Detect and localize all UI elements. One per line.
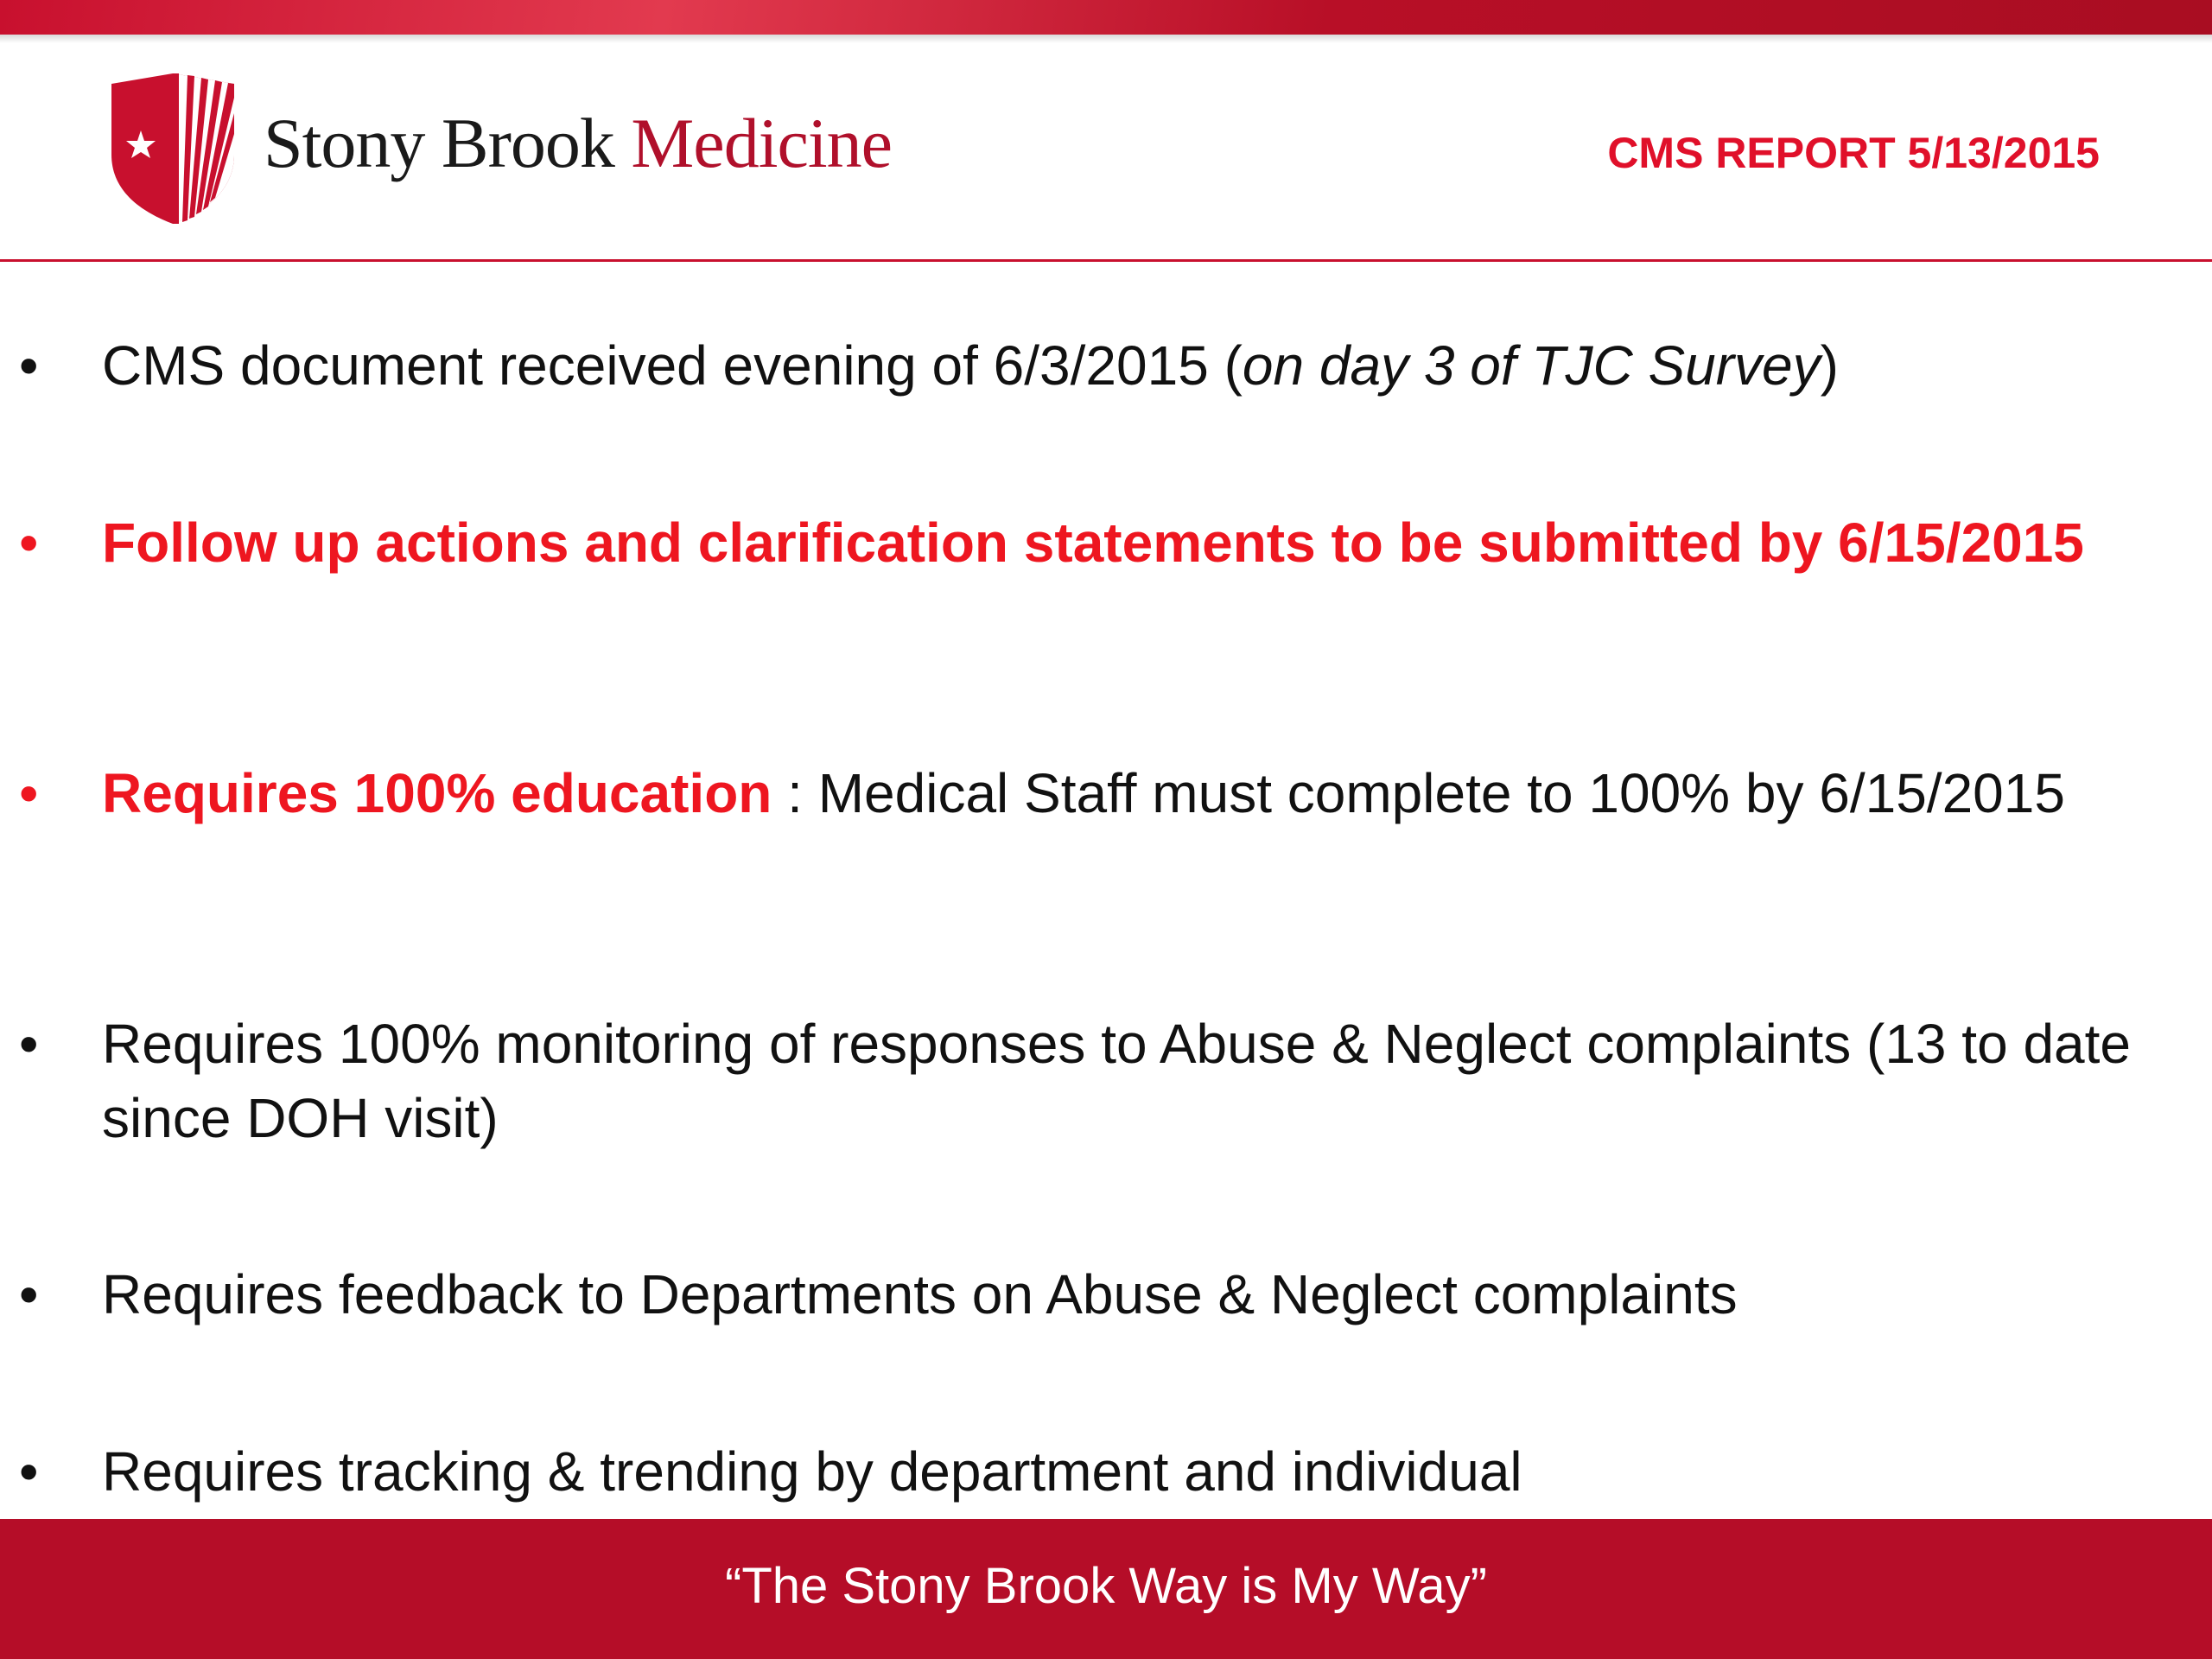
bullet-emphasis: Follow up actions and clarification statements to be submitted by 6/15/2015 (102, 512, 2084, 574)
bullet-dot: • (19, 762, 39, 824)
bullet-italic: on day 3 of TJC Survey (1242, 334, 1821, 397)
logo-word-main: Stony Brook (264, 104, 614, 182)
report-label: CMS REPORT 5/13/2015 (1607, 129, 2100, 177)
bullet-text (102, 328, 2158, 403)
bullet-emphasis: Requires 100% education (102, 762, 772, 824)
bullet-dot: • (19, 334, 39, 397)
bullet-tail: ) (1820, 334, 1839, 397)
footer-tagline: “The Stony Brook Way is My Way” (725, 1557, 1487, 1614)
shield-star-icon (108, 72, 238, 226)
logo-word-accent: Medicine (631, 104, 893, 182)
bullet-dot: • (19, 512, 39, 574)
logo (108, 71, 892, 226)
bullet-dot: • (19, 1013, 39, 1075)
bullet-dot: • (19, 1263, 39, 1325)
bullet-dot: • (19, 1440, 39, 1503)
bullet-text: Requires 100% monitoring of responses to Abuse & Neglect complaints (13 to date since DOH visit) (102, 1013, 2131, 1149)
top-band-shadow (0, 35, 2212, 43)
top-band (0, 0, 2212, 35)
bullet-text: Requires feedback to Departments on Abuse & Neglect complaints (102, 1263, 1738, 1325)
bullet-text (102, 756, 2158, 830)
header-rule (0, 259, 2212, 262)
bullet-rest: : Medical Staff must complete to 100% by 6/15/2015 (772, 762, 2065, 824)
footer-band (0, 1519, 2212, 1659)
bullet-lead: CMS document received evening of 6/3/2015 ( (102, 334, 1243, 397)
bullet-text: Requires tracking & trending by department and individual (102, 1440, 1522, 1503)
logo-wordmark (264, 104, 893, 182)
